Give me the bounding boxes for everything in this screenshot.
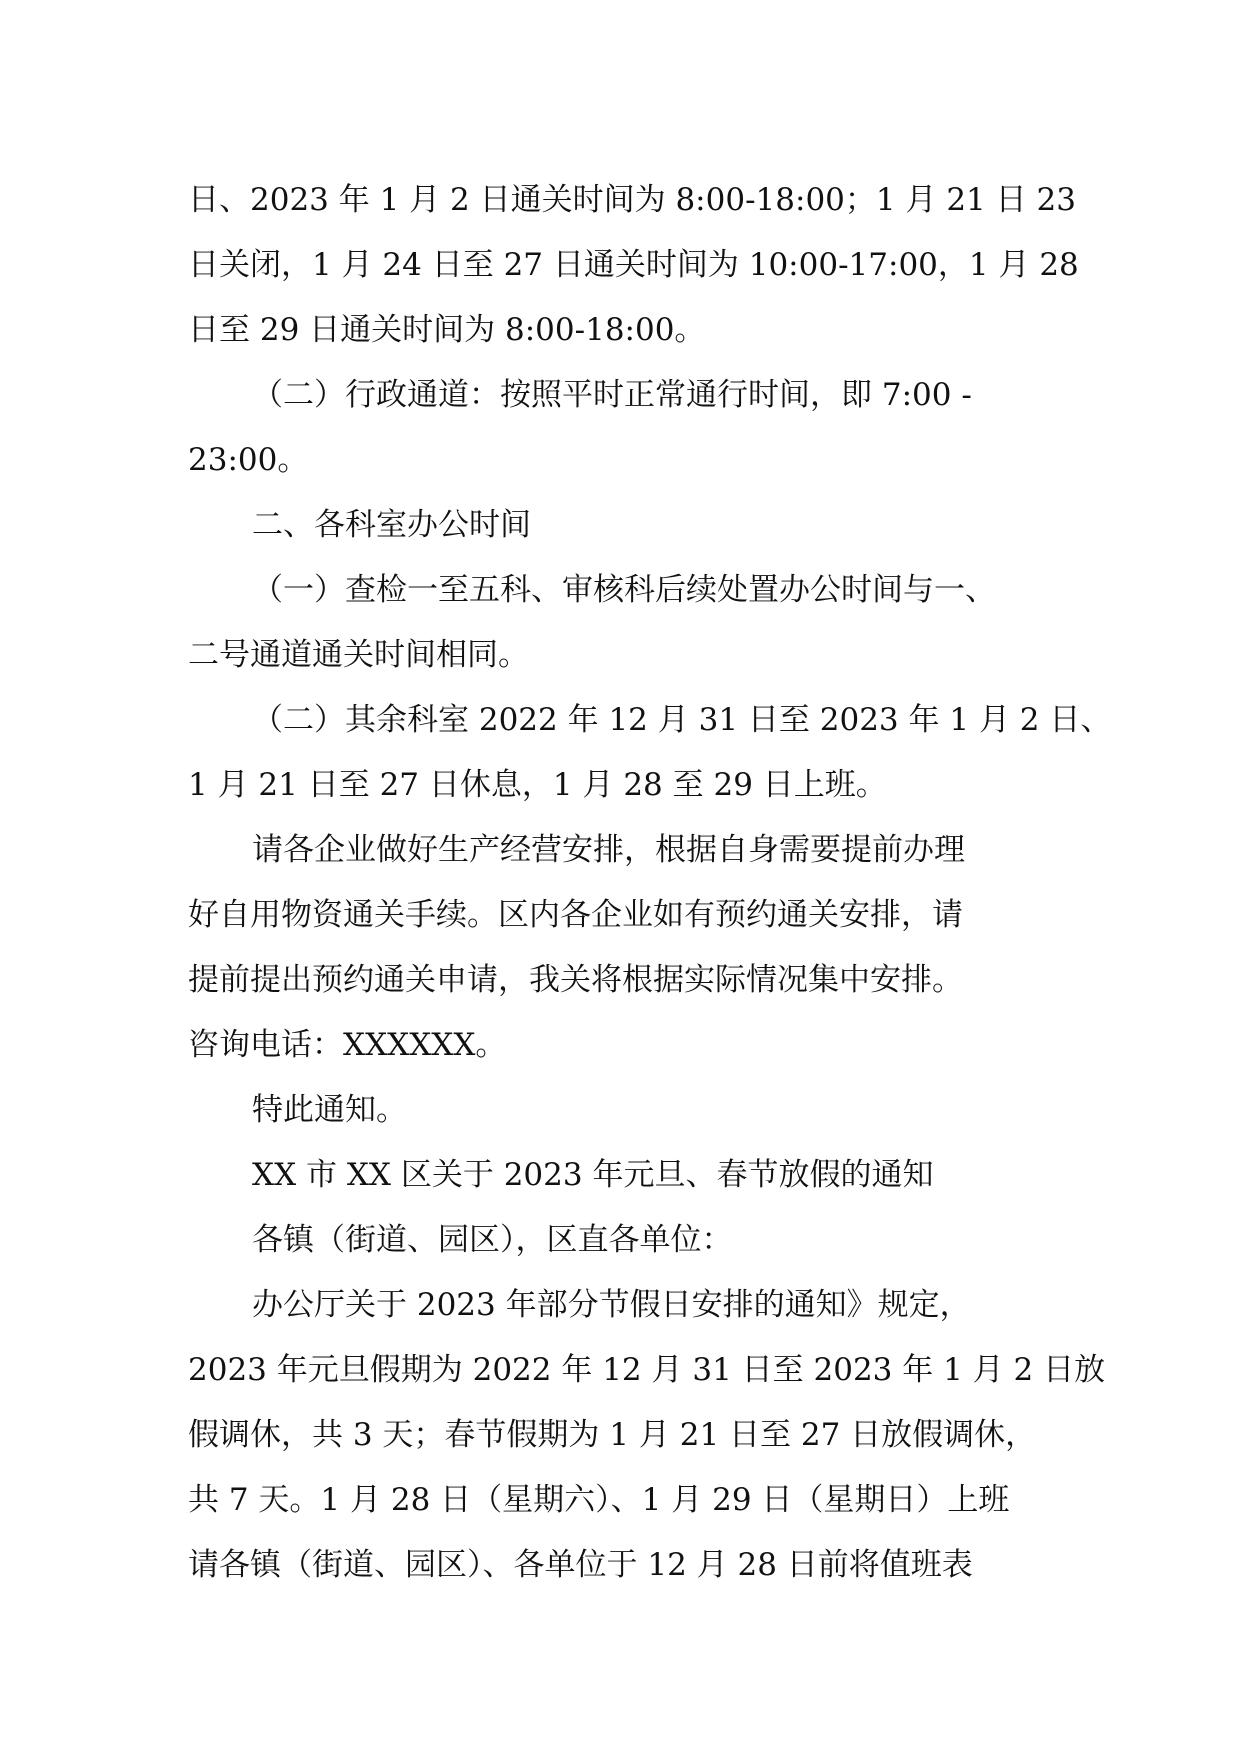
text-line: （一）查检一至五科、审核科后续处置办公时间与一、 bbox=[252, 572, 996, 608]
text-line: 日、2023 年 1 月 2 日通关时间为 8:00-18:00；1 月 21 日 23 bbox=[188, 182, 1076, 218]
text-line: 办公厅关于 2023 年部分节假日安排的通知》规定， bbox=[252, 1287, 971, 1323]
document-body bbox=[188, 168, 1112, 1598]
text-line: （二）其余科室 2022 年 12 月 31 日至 2023 年 1 月 2 日、 bbox=[252, 702, 1112, 738]
text-line: （二）行政通道：按照平时正常通行时间，即 7:00 - bbox=[252, 377, 972, 413]
text-line: 2023 年元旦假期为 2022 年 12 月 31 日至 2023 年 1 月 2 日放 bbox=[188, 1352, 1106, 1388]
text-line: 请各镇（街道、园区）、各单位于 12 月 28 日前将值班表 bbox=[188, 1547, 973, 1583]
text-line: 提前提出预约通关申请，我关将根据实际情况集中安排。 bbox=[188, 962, 963, 998]
text-line: 共 7 天。1 月 28 日（星期六）、1 月 29 日（星期日）上班 bbox=[188, 1482, 1010, 1518]
salutation: 各镇（街道、园区），区直各单位： bbox=[252, 1222, 733, 1258]
closing-line: 特此通知。 bbox=[252, 1092, 407, 1128]
text-line: 日关闭，1 月 24 日至 27 日通关时间为 10:00-17:00，1 月 28 bbox=[188, 247, 1079, 283]
text-line: 假调休，共 3 天；春节假期为 1 月 21 日至 27 日放假调休， bbox=[188, 1417, 1037, 1453]
text-line: 二号通道通关时间相同。 bbox=[188, 637, 529, 673]
contact-phone-line: 咨询电话：XXXXXX。 bbox=[188, 1027, 507, 1063]
notice-title: XX 市 XX 区关于 2023 年元旦、春节放假的通知 bbox=[252, 1157, 934, 1193]
text-line: 23:00。 bbox=[188, 442, 309, 478]
text-line: 请各企业做好生产经营安排，根据自身需要提前办理 bbox=[252, 832, 965, 868]
text-line: 日至 29 日通关时间为 8:00-18:00。 bbox=[188, 312, 706, 348]
text-line: 1 月 21 日至 27 日休息，1 月 28 至 29 日上班。 bbox=[188, 767, 887, 803]
section-heading: 二、各科室办公时间 bbox=[252, 507, 531, 543]
text-line: 好自用物资通关手续。区内各企业如有预约通关安排，请 bbox=[188, 897, 963, 933]
